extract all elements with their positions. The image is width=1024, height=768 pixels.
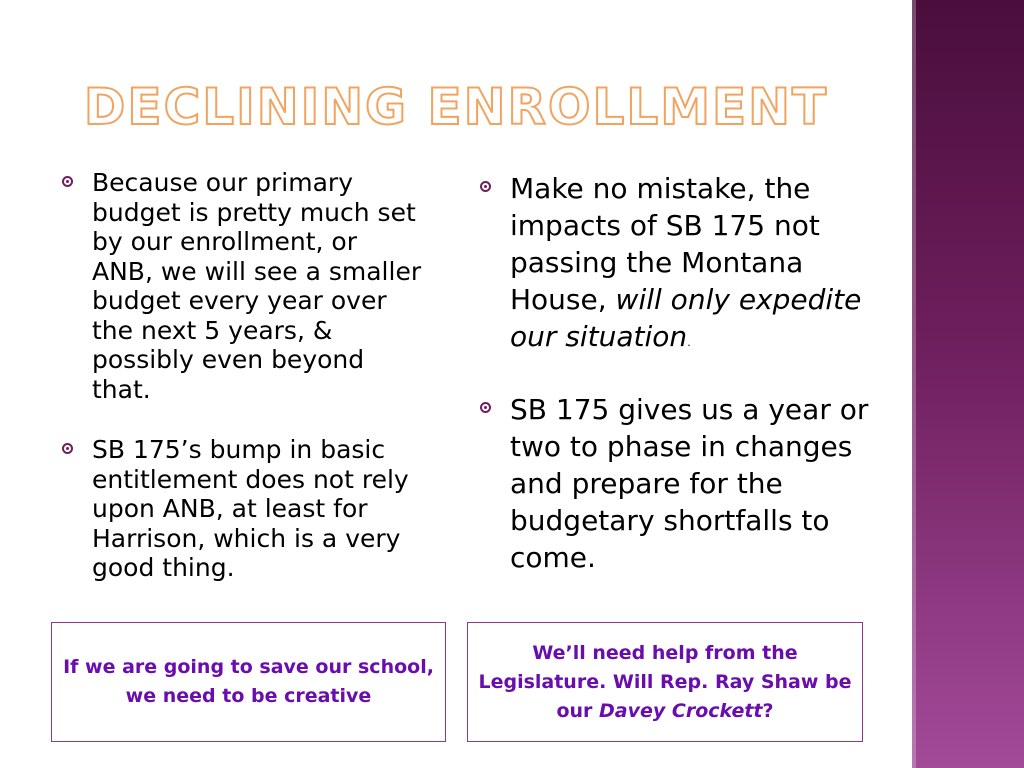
callout-emphasis: Davey Crockett bbox=[599, 699, 763, 722]
right-column bbox=[480, 170, 870, 576]
bullet-text: SB 175’s bump in basic entitlement does not rely upon ANB, at least for Harrison, which is a very good thing. bbox=[92, 435, 409, 582]
bullet-item bbox=[480, 391, 870, 576]
bullet-text: Because our primary budget is pretty much set by our enrollment, or ANB, we will see a smaller budget every year over the next 5 years, & possibly even beyond that. bbox=[92, 168, 422, 404]
bullet-item bbox=[480, 170, 870, 361]
slide-title: DECLINING ENROLLMENT bbox=[83, 78, 829, 136]
left-column bbox=[62, 168, 422, 583]
bullet-item bbox=[62, 168, 422, 404]
callout-text-end: ? bbox=[762, 699, 774, 722]
callout-text bbox=[468, 639, 862, 726]
bullet-text: Make no mistake, the impacts of SB 175 not passing the Montana House, bbox=[510, 172, 820, 316]
decorative-side-bar bbox=[912, 0, 1024, 768]
bullet-circle-icon bbox=[62, 176, 73, 187]
callout-box-right bbox=[467, 622, 863, 742]
bullet-circle-icon bbox=[62, 443, 73, 454]
bullet-circle-icon bbox=[480, 181, 491, 192]
bullet-text: SB 175 gives us a year or two to phase in changes and prepare for the budgetary shortfalls to come. bbox=[510, 393, 869, 574]
callout-box-left bbox=[51, 622, 446, 742]
bullet-period: . bbox=[687, 336, 691, 349]
bullet-item bbox=[62, 435, 422, 583]
bullet-circle-icon bbox=[480, 402, 491, 413]
bullet-emphasis: will only expedite our situation bbox=[510, 283, 862, 353]
callout-text: If we are going to save our school, we need to be creative bbox=[63, 656, 434, 707]
callout-text-start: We’ll need help from the Legislature. Will Rep. Ray Shaw be our bbox=[478, 641, 852, 722]
